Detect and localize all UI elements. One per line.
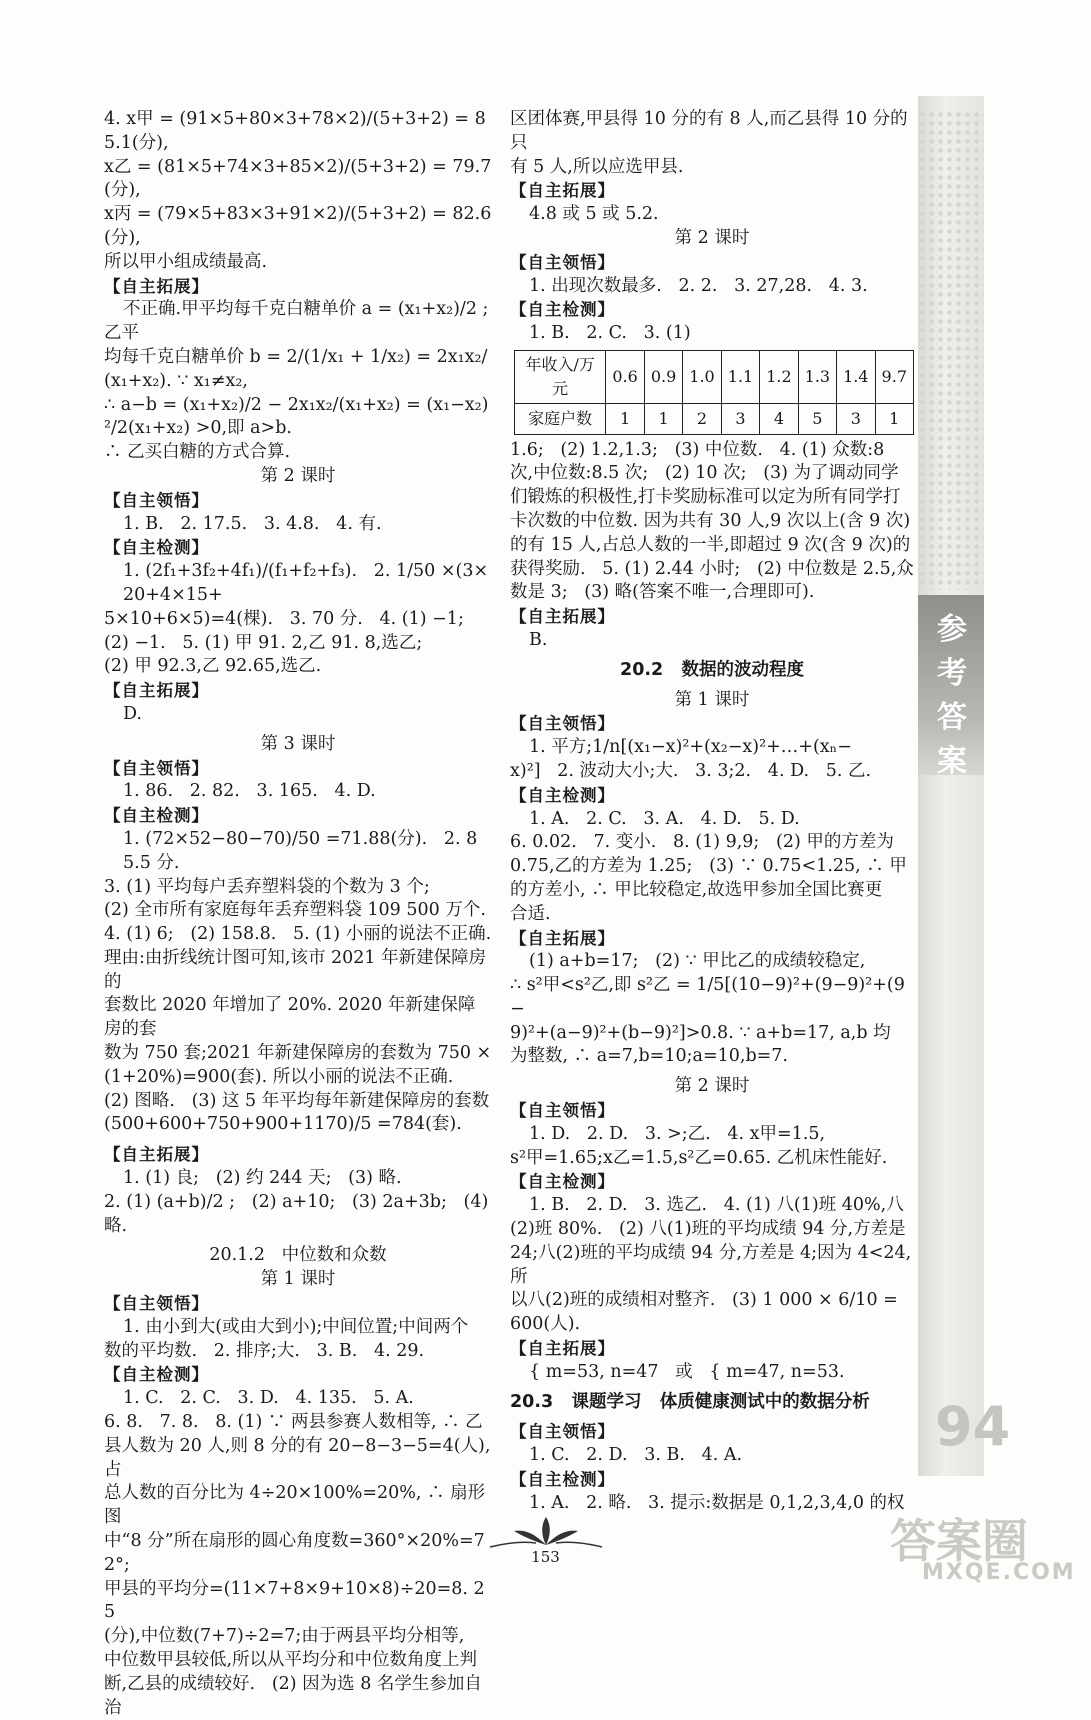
section-heading: 【自主拓展】 (510, 928, 615, 948)
section-heading: 【自主拓展】 (510, 1339, 615, 1359)
income-table (514, 350, 914, 435)
text-line: 理由:由折线统计图可知,该市 2021 年新建保障房的 (104, 947, 487, 992)
text-line: 1. C. 2. D. 3. B. 4. A. (529, 1445, 743, 1466)
watermark-url: MXQE.COM (922, 1560, 1076, 1585)
count-cell: 1 (606, 403, 644, 434)
text-line: 1. (72×52−80−70)/50 =71.88(分). 2. 85.5 分. (123, 828, 478, 873)
text-line: 数为 750 套;2021 年新建保障房的套数为 750 × (104, 1043, 492, 1064)
section-heading: 【自主检测】 (104, 538, 209, 558)
text-line: 合适. (510, 903, 551, 924)
text-line: 20.2 数据的波动程度 (620, 659, 804, 680)
income-cell: 1.1 (721, 350, 759, 403)
section-heading: 【自主拓展】 (104, 276, 209, 296)
text-line: D. (123, 703, 142, 724)
text-line: 获得奖励. 5. (1) 2.44 小时; (2) 中位数是 2.5,众 (510, 558, 914, 579)
text-line: 断,乙县的成绩较好. (2) 因为选 8 名学生参加自治 (104, 1673, 482, 1718)
text-line: (分),中位数(7+7)÷2=7;由于两县平均分相等, (104, 1626, 465, 1647)
ornament-icon (476, 1515, 616, 1549)
text-line: 1. (2f₁+3f₂+4f₁)/(f₁+f₂+f₃). 2. 1/50 ×(3×20+4×15+ (123, 561, 489, 605)
text-line: ∴ s²甲<s²乙,即 s²乙 = 1/5[(10−9)²+(9−9)²+(9− (510, 975, 905, 1019)
section-heading: 【自主拓展】 (510, 181, 615, 201)
text-line: 次,中位数:8.5 次; (2) 10 次; (3) 为了调动同学 (510, 463, 899, 484)
text-line: 6. 8. 7. 8. 8. (1) ∵ 两县参赛人数相等, ∴ 乙 (104, 1412, 483, 1433)
text-line: (2)班 80%. (2) 八(1)班的平均成绩 94 分,方差是 (510, 1219, 906, 1240)
text-line: 第 2 课时 (260, 465, 336, 486)
text-line: 套数比 2020 年增加了 20%. 2020 年新建保障房的套 (104, 995, 476, 1040)
text-line: B. (529, 629, 548, 650)
section-heading: 【自主检测】 (510, 785, 615, 805)
text-line: 中“8 分”所在扇形的圆心角度数=360°×20%=72°; (104, 1531, 485, 1575)
income-cell: 1.3 (798, 350, 836, 403)
count-cell: 1 (875, 403, 913, 434)
count-cell: 1 (644, 403, 682, 434)
text-line: 有 5 人,所以应选甲县. (510, 156, 684, 177)
section-heading: 【自主领悟】 (510, 1422, 615, 1442)
text-line: 区团体赛,甲县得 10 分的有 8 人,而乙县得 10 分的只 (510, 109, 908, 153)
right-column (510, 108, 914, 1516)
section-heading: 【自主领悟】 (510, 1101, 615, 1121)
section-heading: 【自主检测】 (510, 1470, 615, 1490)
income-cell: 1.0 (683, 350, 721, 403)
section-heading: 【自主领悟】 (104, 758, 209, 778)
text-line: 1. D. 2. D. 3. >;乙. 4. x甲=1.5, (529, 1123, 826, 1144)
text-line: 所以甲小组成绩最高. (104, 251, 268, 272)
section-heading: 【自主领悟】 (510, 252, 615, 272)
page-number: 153 (531, 1548, 560, 1566)
side-number: 94 (935, 1395, 1011, 1458)
text-line: (500+600+750+900+1170)/5 =784(套). (104, 1114, 462, 1135)
text-line: 第 3 课时 (260, 733, 336, 754)
text-line: 6. 0.02. 7. 变小. 8. (1) 9,9; (2) 甲的方差为 (510, 832, 894, 853)
section-heading: 【自主领悟】 (104, 490, 209, 510)
text-line: 1. B. 2. 17.5. 3. 4.8. 4. 有. (123, 513, 382, 534)
count-cell: 3 (721, 403, 759, 434)
text-line: (1+20%)=900(套). 所以小丽的说法不正确. (104, 1066, 454, 1087)
text-line: (2) −1. 5. (1) 甲 91. 2,乙 91. 8,选乙; (104, 632, 423, 653)
text-line: s²甲=1.65;x乙=1.5,s²乙=0.65. 乙机床性能好. (510, 1147, 888, 1168)
count-header: 家庭户数 (515, 403, 606, 434)
section-heading: 【自主拓展】 (510, 607, 615, 627)
text-line: 们锻炼的积极性,打卡奖励标准可以定为所有同学打 (510, 487, 901, 508)
section-heading: 【自主检测】 (104, 1365, 209, 1385)
text-line: 的方差小, ∴ 甲比较稳定,故选甲参加全国比赛更 (510, 879, 883, 900)
text-line: 4. x甲 = (91×5+80×3+78×2)/(5+3+2) = 85.1(分), (104, 109, 486, 153)
text-line: 1. 由小到大(或由大到小);中间位置;中间两个 (123, 1316, 469, 1337)
text-line: 第 1 课时 (674, 689, 750, 710)
section-heading: 【自主检测】 (104, 806, 209, 826)
section-heading: 【自主检测】 (510, 300, 615, 320)
text-line: 1. 86. 2. 82. 3. 165. 4. D. (123, 781, 376, 802)
text-line: 1. A. 2. C. 3. A. 4. D. 5. D. (529, 808, 800, 829)
text-line: 总人数的百分比为 4÷20×100%=20%, ∴ 扇形图 (104, 1483, 486, 1528)
income-cell: 0.9 (644, 350, 682, 403)
right-column-top (510, 108, 914, 346)
text-line: 20.3 课题学习 体质健康测试中的数据分析 (510, 1391, 870, 1412)
income-row (515, 350, 914, 403)
text-line: 中位数甲县较低,所以从平均分和中位数角度上判 (104, 1650, 478, 1670)
text-line: 0.75,乙的方差为 1.25; (3) ∵ 0.75<1.25, ∴ 甲 (510, 856, 907, 877)
text-line: x)²] 2. 波动大小;大. 3. 3;2. 4. D. 5. 乙. (510, 760, 872, 781)
text-line: 600(人). (510, 1314, 581, 1335)
text-line: 的有 15 人,占总人数的一半,即超过 9 次(含 9 次)的 (510, 534, 911, 555)
text-line: 4.8 或 5 或 5.2. (529, 204, 659, 225)
text-line: 第 2 课时 (674, 1076, 750, 1097)
text-line: ∴ 乙买白糖的方式合算. (104, 442, 291, 463)
side-tab-label: 参考答案 (937, 612, 967, 779)
text-line: 为整数, ∴ a=7,b=10;a=10,b=7. (510, 1046, 789, 1067)
text-line: 第 2 课时 (674, 227, 750, 248)
text-line: 1. (1) 良; (2) 约 244 天; (3) 略. (123, 1168, 402, 1189)
section-heading: 【自主领悟】 (104, 1294, 209, 1314)
text-line: 卡次数的中位数. 因为共有 30 人,9 次以上(含 9 次) (510, 510, 911, 531)
text-line: 1. A. 2. 略. 3. 提示:数据是 0,1,2,3,4,0 的权 (529, 1492, 905, 1513)
section-heading: 【自主检测】 (510, 1172, 615, 1192)
text-line: 24;八(2)班的平均成绩 94 分,方差是 4;因为 4<24,所 (510, 1242, 912, 1287)
text-line: { m=53, n=47 或 { m=47, n=53. (529, 1361, 845, 1382)
section-heading: 【自主拓展】 (104, 681, 209, 701)
text-line: 数是 3; (3) 略(答案不唯一,合理即可). (510, 582, 815, 603)
text-line: 1. 出现次数最多. 2. 2. 3. 27,28. 4. 3. (529, 275, 868, 296)
text-line: (2) 甲 92.3,乙 92.65,选乙. (104, 656, 322, 677)
text-line: 数的平均数. 2. 排序;大. 3. B. 4. 29. (104, 1340, 425, 1361)
text-line: (2) 全市所有家庭每年丢弃塑料袋 109 500 万个. (104, 900, 486, 921)
left-column (104, 108, 492, 1720)
income-cell: 9.7 (875, 350, 913, 403)
text-line: 1. B. 2. C. 3. (1) (529, 323, 691, 344)
count-cell: 5 (798, 403, 836, 434)
income-cell: 0.6 (606, 350, 644, 403)
count-row (515, 403, 914, 434)
count-cell: 2 (683, 403, 721, 434)
text-line: 3. (1) 平均每户丢弃塑料袋的个数为 3 个; (104, 876, 430, 897)
income-cell: 1.4 (837, 350, 875, 403)
count-cell: 3 (837, 403, 875, 434)
watermark-logo: 答案圈 (890, 1514, 1028, 1568)
text-line: 5×10+6×5)=4(棵). 3. 70 分. 4. (1) −1; (104, 608, 464, 629)
right-column-bottom (510, 439, 914, 1516)
text-line: 均每千克白糖单价 b = 2/(1/x₁ + 1/x₂) = 2x₁x₂/(x₁+x₂). ∵ x₁≠x₂, (104, 346, 488, 391)
text-line: 9)²+(a−9)²+(b−9)²]>0.8. ∵ a+b=17, a,b 均 (510, 1022, 891, 1043)
text-line: 甲县的平均分=(11×7+8×9+10×8)÷20=8. 25 (104, 1578, 485, 1623)
income-cell: 1.2 (760, 350, 798, 403)
section-heading: 【自主拓展】 (104, 1145, 209, 1165)
text-line: 以八(2)班的成绩相对整齐. (3) 1 000 × 6/10 = (510, 1290, 898, 1311)
side-strip-pattern (918, 110, 984, 590)
text-line: 1. 平方;1/n[(x₁−x)²+(x₂−x)²+…+(xₙ− (529, 737, 852, 758)
text-line: x乙 = (81×5+74×3+85×2)/(5+3+2) = 79.7(分), (104, 156, 492, 201)
text-line: 县人数为 20 人,则 8 分的有 20−8−3−5=4(人),占 (104, 1435, 491, 1480)
text-line: (2) 图略. (3) 这 5 年平均每年新建保障房的套数 (104, 1090, 490, 1111)
text-line: x丙 = (79×5+83×3+91×2)/(5+3+2) = 82.6(分), (104, 204, 492, 248)
text-line: 2. (1) (a+b)/2 ; (2) a+10; (3) 2a+3b; (4) 略. (104, 1191, 494, 1236)
text-line: ∴ a−b = (x₁+x₂)/2 − 2x₁x₂/(x₁+x₂) = (x₁−x₂)²/2(x₁+x₂) >0,即 a>b. (104, 394, 489, 439)
text-line: 第 1 课时 (260, 1269, 336, 1290)
text-line: 1. C. 2. C. 3. D. 4. 135. 5. A. (123, 1388, 414, 1409)
text-line: 1.6; (2) 1.2,1.3; (3) 中位数. 4. (1) 众数:8 (510, 439, 885, 460)
count-cell: 4 (760, 403, 798, 434)
text-line: 20.1.2 中位数和众数 (209, 1245, 387, 1266)
text-line: 1. B. 2. D. 3. 选乙. 4. (1) 八(1)班 40%,八 (529, 1195, 904, 1216)
income-header: 年收入/万元 (515, 350, 606, 403)
text-line: 4. (1) 6; (2) 158.8. 5. (1) 小丽的说法不正确. (104, 924, 492, 945)
section-heading: 【自主领悟】 (510, 714, 615, 734)
text-line: (1) a+b=17; (2) ∵ 甲比乙的成绩较稳定, (529, 951, 866, 972)
text-line: 不正确.甲平均每千克白糖单价 a = (x₁+x₂)/2 ;乙平 (104, 299, 489, 344)
